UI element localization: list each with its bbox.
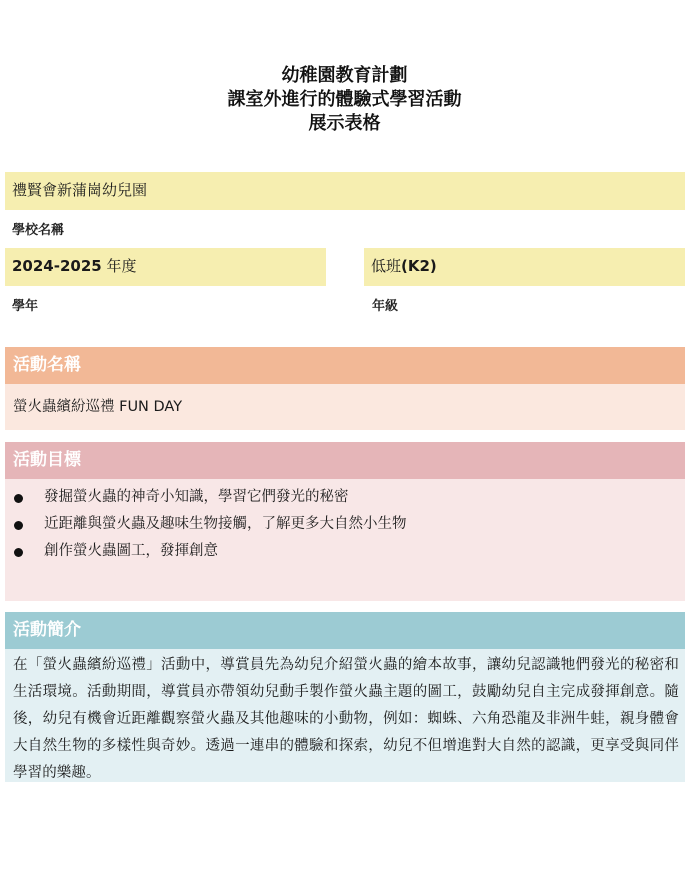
introduction-heading: 活動簡介 xyxy=(5,612,685,649)
objectives-list xyxy=(13,484,677,565)
activity-name-heading: 活動名稱 xyxy=(5,347,685,384)
grade-label: 年級 xyxy=(372,299,399,314)
bullet-icon xyxy=(14,521,23,530)
objective-text: 創作螢火蟲圖工，發揮創意 xyxy=(44,543,218,559)
objective-text: 近距離與螢火蟲及趣味生物接觸，了解更多大自然小生物 xyxy=(44,516,407,532)
title-line-form: 展示表格 xyxy=(308,113,381,134)
objective-item xyxy=(13,538,677,565)
bullet-icon xyxy=(14,548,23,557)
bullet-icon xyxy=(14,494,23,503)
objectives-body xyxy=(5,479,685,601)
activity-name-body xyxy=(5,384,685,430)
document-title xyxy=(0,64,689,136)
school-name-field xyxy=(5,172,685,210)
school-year-field xyxy=(5,248,326,286)
introduction-body xyxy=(5,649,685,782)
school-name-label: 學校名稱 xyxy=(12,223,65,238)
grade-prefix: 低班 xyxy=(371,257,402,275)
objectives-heading: 活動目標 xyxy=(5,442,685,479)
title-line-activity: 課室外進行的體驗式學習活動 xyxy=(227,89,462,110)
objective-item xyxy=(13,511,677,538)
objective-item xyxy=(13,484,677,511)
introduction-text: 在「螢火蟲繽紛巡禮」活動中，導賞員先為幼兒介紹螢火蟲的繪本故事，讓幼兒認識牠們發光的秘密和生活環境。活動期間，導賞員亦帶領幼兒動手製作螢火蟲主題的圖工，鼓勵幼兒自主完成發揮創意。隨後，幼兒有機會近距離觀察螢火蟲及其他趣味的小動物，例如：蜘蛛、六角恐龍及非洲牛蛙，親身體會大自然生物的多樣性與奇妙。透過一連串的體驗和探索，幼兒不但增進對大自然的認識，更享受與同伴學習的樂趣。 xyxy=(13,657,679,781)
objective-text: 發掘螢火蟲的神奇小知識，學習它們發光的秘密 xyxy=(44,489,349,505)
school-year-suffix: 年度 xyxy=(101,257,137,275)
school-year-number: 2024-2025 xyxy=(12,257,102,275)
grade-code: (K2) xyxy=(401,257,437,275)
school-year-label: 學年 xyxy=(12,299,39,314)
activity-name-value: 螢火蟲繽紛巡禮 FUN DAY xyxy=(13,399,183,415)
school-name-value: 禮賢會新蒲崗幼兒園 xyxy=(12,181,148,199)
title-line-plan: 幼稚園教育計劃 xyxy=(281,65,408,86)
grade-field xyxy=(364,248,685,286)
